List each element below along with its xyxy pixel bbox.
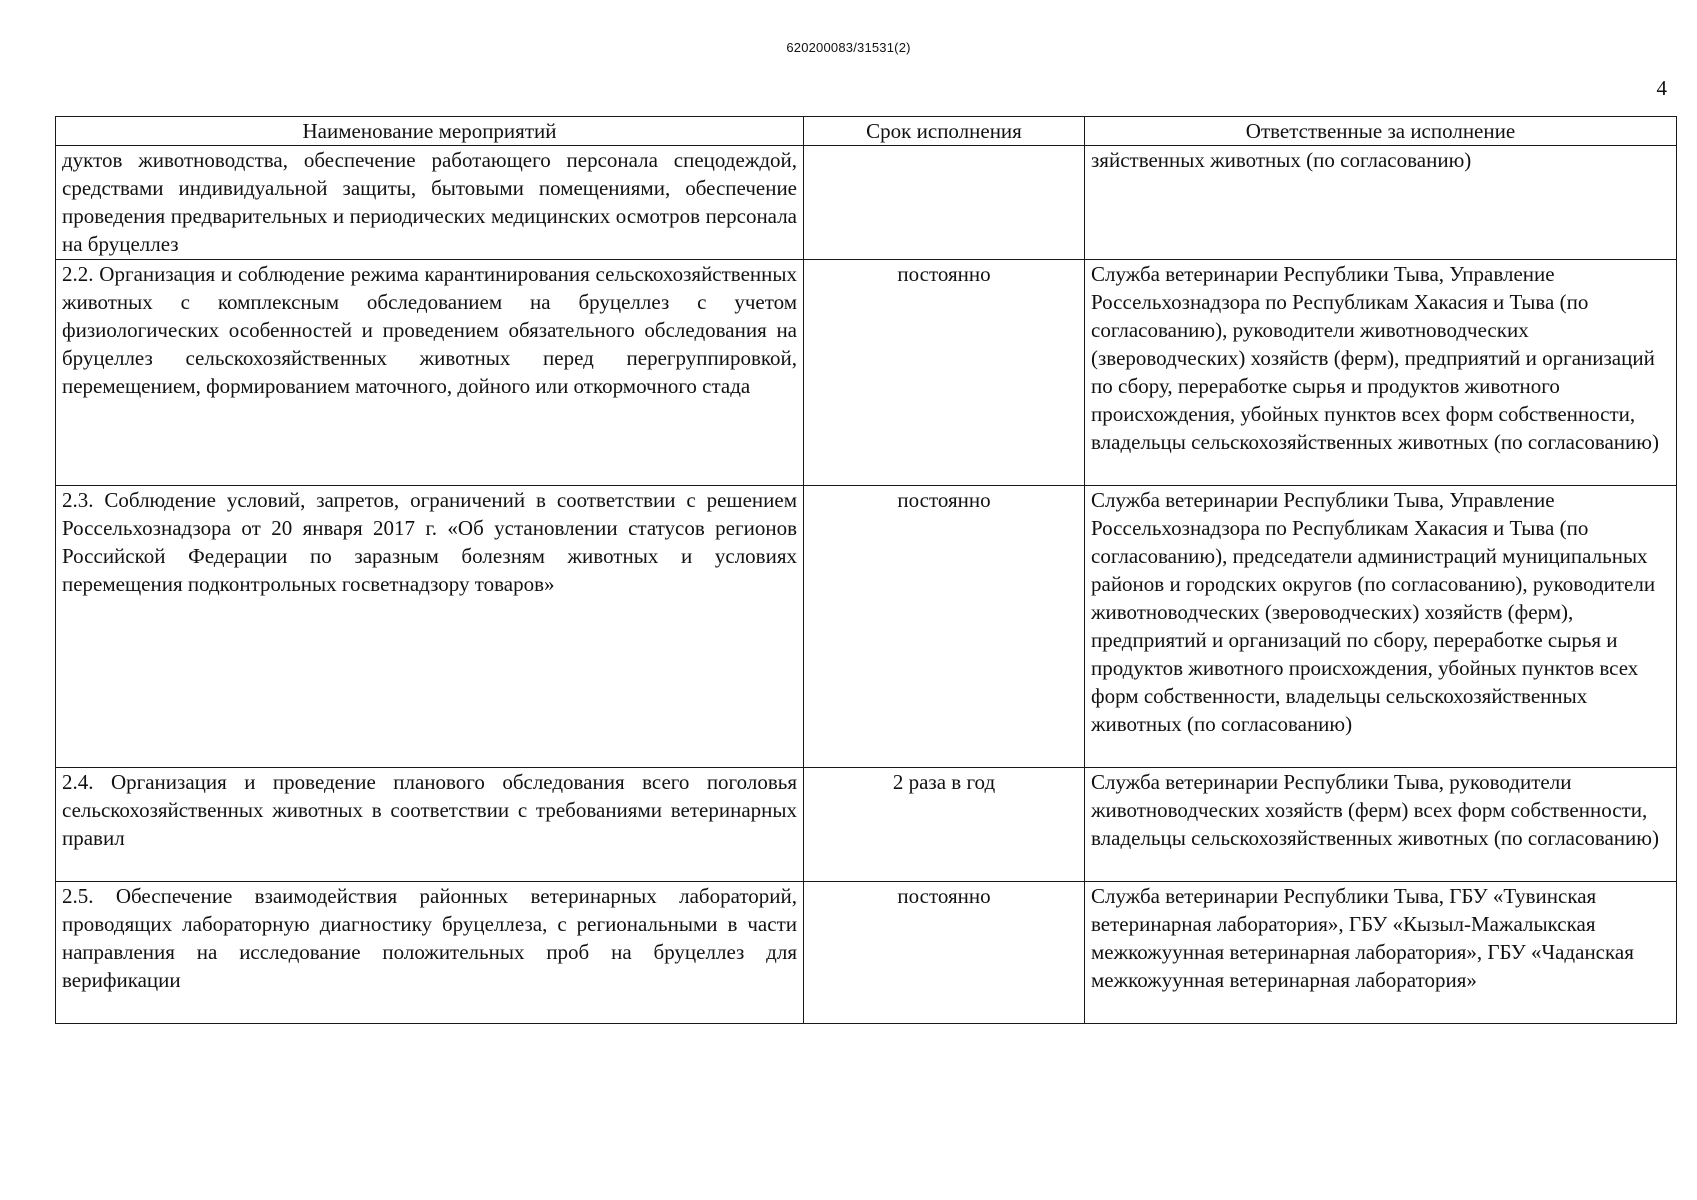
- table-row: [56, 486, 1677, 768]
- responsible-cell: Служба ветеринарии Республики Тыва, Управление Россельхознадзора по Республикам Хакасия и Тыва (по согласованию), председатели администраций муниципальных районов и городских округов (по согласованию), руководители животноводческих (звероводческих) хозяйств (ферм), предприятий и организаций по сбору, переработке сырья и продуктов животного происхождения, убойных пунктов всех форм собственности, владельцы сельскохозяйственных животных (по согласованию): [1085, 486, 1677, 768]
- term-cell: [804, 146, 1085, 260]
- table-row: [56, 260, 1677, 486]
- responsible-cell: Служба ветеринарии Республики Тыва, ГБУ «Тувинская ветеринарная лаборатория», ГБУ «Кызыл-Мажалыкская межкожуунная ветеринарная лаборатория», ГБУ «Чаданская межкожуунная ветеринарная лаборатория»: [1085, 882, 1677, 1024]
- measure-cell: 2.4. Организация и проведение планового обследования всего поголовья сельскохозяйственных животных в соответствии с требованиями ветеринарных правил: [56, 768, 804, 882]
- document-code: 620200083/31531(2): [786, 40, 911, 55]
- measure-cell: дуктов животноводства, обеспечение работающего персонала спецодеждой, средствами индивидуальной защиты, бытовыми помещениями, обеспечение проведения предварительных и периодических медицинских осмотров персонала на бруцеллез: [56, 146, 804, 260]
- measures-table: [55, 116, 1677, 1024]
- responsible-cell: Служба ветеринарии Республики Тыва, руководители животноводческих хозяйств (ферм) всех форм собственности, владельцы сельскохозяйственных животных (по согласованию): [1085, 768, 1677, 882]
- responsible-cell: зяйственных животных (по согласованию): [1085, 146, 1677, 260]
- header-term: Срок исполнения: [804, 117, 1085, 146]
- table-row: [56, 768, 1677, 882]
- term-cell: 2 раза в год: [804, 768, 1085, 882]
- measure-cell: 2.3. Соблюдение условий, запретов, ограничений в соответствии с решением Россельхознадзора от 20 января 2017 г. «Об установлении статусов регионов Российской Федерации по заразным болезням животных и условиях перемещения подконтрольных госветнадзору товаров»: [56, 486, 804, 768]
- table-row: [56, 146, 1677, 260]
- table-row: [56, 882, 1677, 1024]
- term-cell: постоянно: [804, 882, 1085, 1024]
- measure-cell: 2.5. Обеспечение взаимодействия районных ветеринарных лабораторий, проводящих лабораторную диагностику бруцеллеза, с региональными в части направления на исследование положительных проб на бруцеллез для верификации: [56, 882, 804, 1024]
- responsible-cell: Служба ветеринарии Республики Тыва, Управление Россельхознадзора по Республикам Хакасия и Тыва (по согласованию), руководители животноводческих (звероводческих) хозяйств (ферм), предприятий и организаций по сбору, переработке сырья и продуктов животного происхождения, убойных пунктов всех форм собственности, владельцы сельскохозяйственных животных (по согласованию): [1085, 260, 1677, 486]
- table-header-row: [56, 117, 1677, 146]
- page-number: 4: [1656, 76, 1667, 100]
- header-measures: Наименование мероприятий: [56, 117, 804, 146]
- term-cell: постоянно: [804, 260, 1085, 486]
- measure-cell: 2.2. Организация и соблюдение режима карантинирования сельскохозяйственных животных с комплексным обследованием на бруцеллез с учетом физиологических особенностей и проведением обязательного обследования на бруцеллез сельскохозяйственных животных перед перегруппировкой, перемещением, формированием маточного, дойного или откормочного стада: [56, 260, 804, 486]
- header-responsible: Ответственные за исполнение: [1085, 117, 1677, 146]
- term-cell: постоянно: [804, 486, 1085, 768]
